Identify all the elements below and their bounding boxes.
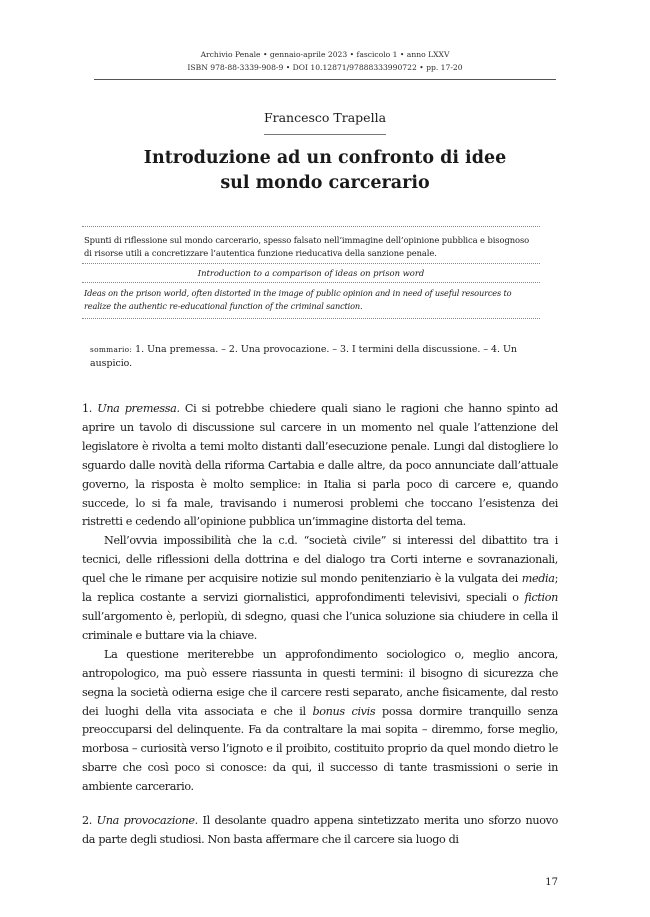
section-heading: Una provocazione. [96,814,198,828]
journal-citation: Archivio Penale • gennaio-aprile 2023 • fascicolo 1 • anno LXXV [200,50,450,59]
paragraph [82,400,558,532]
italic-term: media [521,572,555,586]
abstract-english-title: Introduction to a comparison of ideas on prison word [197,268,425,278]
paragraph [82,532,558,645]
section-heading: Una premessa. [97,402,180,415]
title-line-2: sul mondo carcerario [220,173,430,193]
page-number: 17 [545,877,558,888]
paragraph-text: possa dormire tranquillo senza preoccuparsi del delinquente. Fa da contraltare la mai sopita – diremmo, forse meglio, morbosa – curiosità verso l’ignoto e il proibito, costituito proprio da quel mondo dietro le sbarre che così poco si conosce: da qui, il successo di tante trasmissioni o serie in ambiente carcerario. [82,704,558,794]
abstract-box [82,226,540,319]
summary-text: 1. Una premessa. – 2. Una provocazione. – 3. I termini della discussione. – 4. Un auspicio. [90,344,517,369]
running-header [0,48,650,74]
abstract-italian: Spunti di riflessione sul mondo carcerario, spesso falsato nell’immagine dell’opinione pubblica e bisognoso di risorse utili a concretizzare l’autentica funzione rieducativa della sanzione penale. [84,235,530,258]
summary-label: sommario: [90,345,133,354]
italic-term: fiction [524,591,558,605]
paragraph-text: La questione meriterebbe un approfondimento sociologico o, meglio ancora, antropologico, ma può essere riassunta in questi termini: il bisogno di sicurezza che segna la società odierna esige che il carcere resti separato, anche fisicamente, dal resto dei luoghi della vita associata e che il [82,647,558,718]
header-divider [94,79,556,80]
title-line-1: Introduzione ad un confronto di idee [143,148,507,168]
paragraph-text: sull’argomento è, perlopiù, di sdegno, quasi che l’unica soluzione sia chiudere in cella il criminale e buttare via la chiave. [82,609,558,642]
article-body [82,400,558,850]
abstract-english: Ideas on the prison world, often distorted in the image of public opinion and in need of useful resources to realize the authentic re-educational function of the criminal sanction. [84,288,512,311]
author-divider [264,134,386,135]
author-name: Francesco Trapella [263,110,387,125]
paragraph [82,646,558,797]
section-number: 1. [82,402,98,415]
abstract-bottom-rule [82,318,540,319]
paragraph-text: Ci si potrebbe chiedere quali siano le ragioni che hanno spinto ad aprire un tavolo di discussione sul carcere in un momento nel quale l’attenzione del legislatore è rivolta a temi molto distanti dall’esecuzione penale. Lungi dal distogliere lo sguardo dalle novità della riforma Cartabia e dalle altre, da poco annunciate dall’attuale governo, la risposta è molto semplice: in Italia si parla poco di carcere e, quando succede, lo si fa male, travisando i numerosi problemi che toccano l’esistenza dei ristretti e cedendo all’opinione pubblica un’immagine distorta del tema. [82,402,558,529]
isbn-doi-line: ISBN 978-88-3339-908-9 • DOI 10.12871/97888333990722 • pp. 17-20 [187,63,463,72]
paragraph [82,812,558,850]
section-number: 2. [82,814,97,828]
paragraph-text: ; la replica costante a servizi giornalistici, approfondimenti televisivi, speciali o [82,572,558,605]
paragraph-text: Nell’ovvia impossibilità che la c.d. “società civile” si interessi del dibattito tra i tecnici, delle riflessioni della dottrina e del dialogo tra Corti interne e sovranazionali, quel che le rimane per acquisire notizie sul mondo penitenziario è la vulgata dei [82,534,558,586]
italic-term: bonus civis [312,704,376,718]
paragraph-text: Il desolante quadro appena sintetizzato merita uno sforzo nuovo da parte degli studiosi. Non basta affermare che il carcere sia luogo di [82,814,558,846]
table-of-contents [90,343,550,371]
article-title [60,146,590,196]
